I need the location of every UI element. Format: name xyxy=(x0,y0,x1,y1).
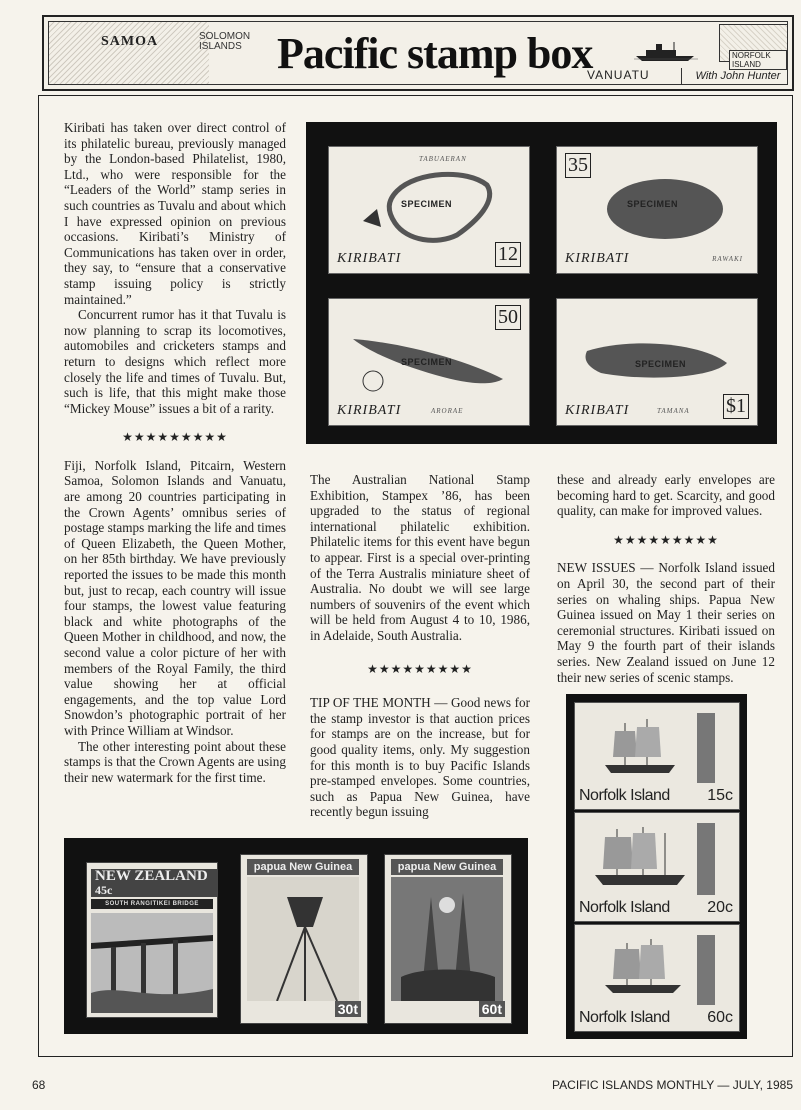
kiribati-stamp xyxy=(556,298,758,426)
norfolk-stamp xyxy=(574,812,740,922)
banner-vanuatu-label: VANUATU xyxy=(587,68,650,82)
stamp-country: Norfolk Island xyxy=(579,899,670,916)
paragraph: The other interesting point about these stamps is that the Crown Agents are using their new watermark for the first time. xyxy=(64,738,286,785)
stamp-value: 45c xyxy=(95,883,113,897)
section-divider-stars: ★★★★★★★★★ xyxy=(613,532,719,547)
specimen-overprint: SPECIMEN xyxy=(401,199,453,209)
new-zealand-stamp xyxy=(86,862,218,1018)
specimen-overprint: SPECIMEN xyxy=(627,199,679,209)
left-column xyxy=(64,120,286,785)
png-stamp xyxy=(384,854,512,1024)
right-column xyxy=(557,472,775,685)
ceremonial-structure-icon xyxy=(391,877,503,1001)
column-banner xyxy=(42,15,794,91)
bridge-illustration-icon xyxy=(91,913,213,1013)
paragraph: Kiribati has taken over direct control of its philatelic bureau, previously managed by the London-based Philatelist, 1980, Ltd., who were responsible for the “Leaders of the World” stamp series in such countries as Tuvalu and about which I have expressed opinion on previous occasions. Kiribati’s Ministry of Communications has taken over in order, they say, to “ensure that a conservative stamp issuing policy is strictly maintained.” xyxy=(64,120,286,307)
sailing-ship-icon xyxy=(585,713,725,783)
paragraph: TIP OF THE MONTH — Good news for the stamp investor is that auction prices for stamps are on the increase, but for good quality items, only. My suggestion for this month is to buy Pacific Islands pre-stamped envelopes. Some countries, such as Papua New Guinea, have recently begun issuing xyxy=(310,695,530,820)
stamp-value: 15c xyxy=(707,787,733,804)
norfolk-stamp xyxy=(574,924,740,1032)
bottom-stamps-photo xyxy=(64,838,528,1034)
banner-inner xyxy=(48,21,788,85)
stamp-value: 20c xyxy=(707,899,733,916)
stamp-country: Norfolk Island xyxy=(579,1009,670,1026)
paragraph: Fiji, Norfolk Island, Pitcairn, Western Samoa, Solomon Islands and Vanuatu, are among 20 countries participating in the Crown Agents’ omnibus series of postage stamps marking the life and times of Queen Elizabeth, the Queen Mother, on her 85th birthday. We have previously reported the issues to be made this month but, just to recap, each country will issue four stamps, the lowest value featuring black and white photographs of the Queen Mother in childhood, and now, the second value a color picture of her with members of the Royal Family, the third value showing her at official engagements, and the top value Lord Snowdon’s photographic portrait of her with Prince William at Windsor. xyxy=(64,457,286,738)
png-stamp xyxy=(240,854,368,1024)
island-name: ARORAE xyxy=(431,407,464,415)
paragraph: The Australian National Stamp Exhibition, Stampex ’86, has been upgraded to the status of regional international philatelic exhibition. Philatelic items for this event have begun to appear. First is a special over-printing of the Terra Australis miniature sheet of Australia. No doubt we will see large numbers of souvenirs of the event which will be held from August 4 to 10, 1986, in Adelaide, South Australia. xyxy=(310,472,530,643)
stamp-country: Norfolk Island xyxy=(579,787,670,804)
island-name: TABUAERAN xyxy=(419,155,467,163)
stamp-value: 60c xyxy=(707,1009,733,1026)
banner-norfolk-label: NORFOLK ISLAND xyxy=(729,50,787,70)
banner-solomon-label xyxy=(199,32,250,52)
kiribati-stamp xyxy=(556,146,758,274)
stamp-country: papua New Guinea xyxy=(247,859,359,875)
stamp-country: KIRIBATI xyxy=(337,251,402,266)
stamp-country: KIRIBATI xyxy=(565,403,630,418)
stamp-value: 60t xyxy=(479,1001,505,1017)
stamp-country: papua New Guinea xyxy=(391,859,503,875)
middle-column xyxy=(310,472,530,820)
island-name: TAMANA xyxy=(657,407,690,415)
section-divider-stars: ★★★★★★★★★ xyxy=(122,430,228,445)
solomon-line-1: SOLOMON xyxy=(199,31,251,42)
norfolk-stamp xyxy=(574,702,740,810)
island-map-icon xyxy=(357,161,507,257)
banner-samoa-label: SAMOA xyxy=(101,34,159,49)
stamp-value: $1 xyxy=(723,394,749,419)
stamp-value: 30t xyxy=(335,1001,361,1017)
stamp-value: 35 xyxy=(565,153,591,178)
sailing-ship-icon xyxy=(585,935,725,1005)
paragraph: these and already early envelopes are becoming hard to get. Scarcity, and good quality, can make for improved values. xyxy=(557,472,775,519)
stamp-header xyxy=(91,869,217,897)
section-divider-stars: ★★★★★★★★★ xyxy=(367,661,473,676)
stamp-country: NEW ZEALAND xyxy=(95,868,208,884)
stamp-value: 50 xyxy=(495,305,521,330)
sailing-ship-icon xyxy=(585,823,725,895)
island-map-icon xyxy=(597,169,727,249)
kiribati-stamp xyxy=(328,146,530,274)
island-name: RAWAKI xyxy=(712,255,743,263)
kiribati-stamp xyxy=(328,298,530,426)
specimen-overprint: SPECIMEN xyxy=(635,359,687,369)
stamp-country: KIRIBATI xyxy=(565,251,630,266)
page-number: 68 xyxy=(32,1078,46,1092)
solomon-line-2: ISLANDS xyxy=(199,41,242,52)
stamp-caption: SOUTH RANGITIKEI BRIDGE xyxy=(91,899,213,909)
kiribati-stamps-photo xyxy=(306,122,777,444)
stamp-country: KIRIBATI xyxy=(337,403,402,418)
column-title: Pacific stamp box xyxy=(277,29,593,78)
norfolk-stamps-photo xyxy=(566,694,747,1039)
banner-map-illustration xyxy=(49,22,209,84)
publication-footer: PACIFIC ISLANDS MONTHLY — JULY, 1985 xyxy=(552,1078,793,1092)
byline: With John Hunter xyxy=(681,68,788,84)
paragraph: Concurrent rumor has it that Tuvalu is now planning to scrap its locomotives, automobiles and cricketers stamps and return to designs which reflect more closely the life and times of Tuvalu. But, such is life, that this might make those “Mickey Mouse” issues a bit of a rarity. xyxy=(64,307,286,416)
specimen-overprint: SPECIMEN xyxy=(401,357,453,367)
paragraph: NEW ISSUES — Norfolk Island issued on April 30, the second part of their series on whaling ships. Papua New Guinea issued on May 1 their series on ceremonial structures. Kiribati issued on May 9 the fourth part of their islands series. New Zealand issued on June 12 their new series of scenic stamps. xyxy=(557,560,775,685)
ceremonial-structure-icon xyxy=(247,877,359,1001)
ship-icon xyxy=(634,40,698,62)
stamp-value: 12 xyxy=(495,242,521,267)
